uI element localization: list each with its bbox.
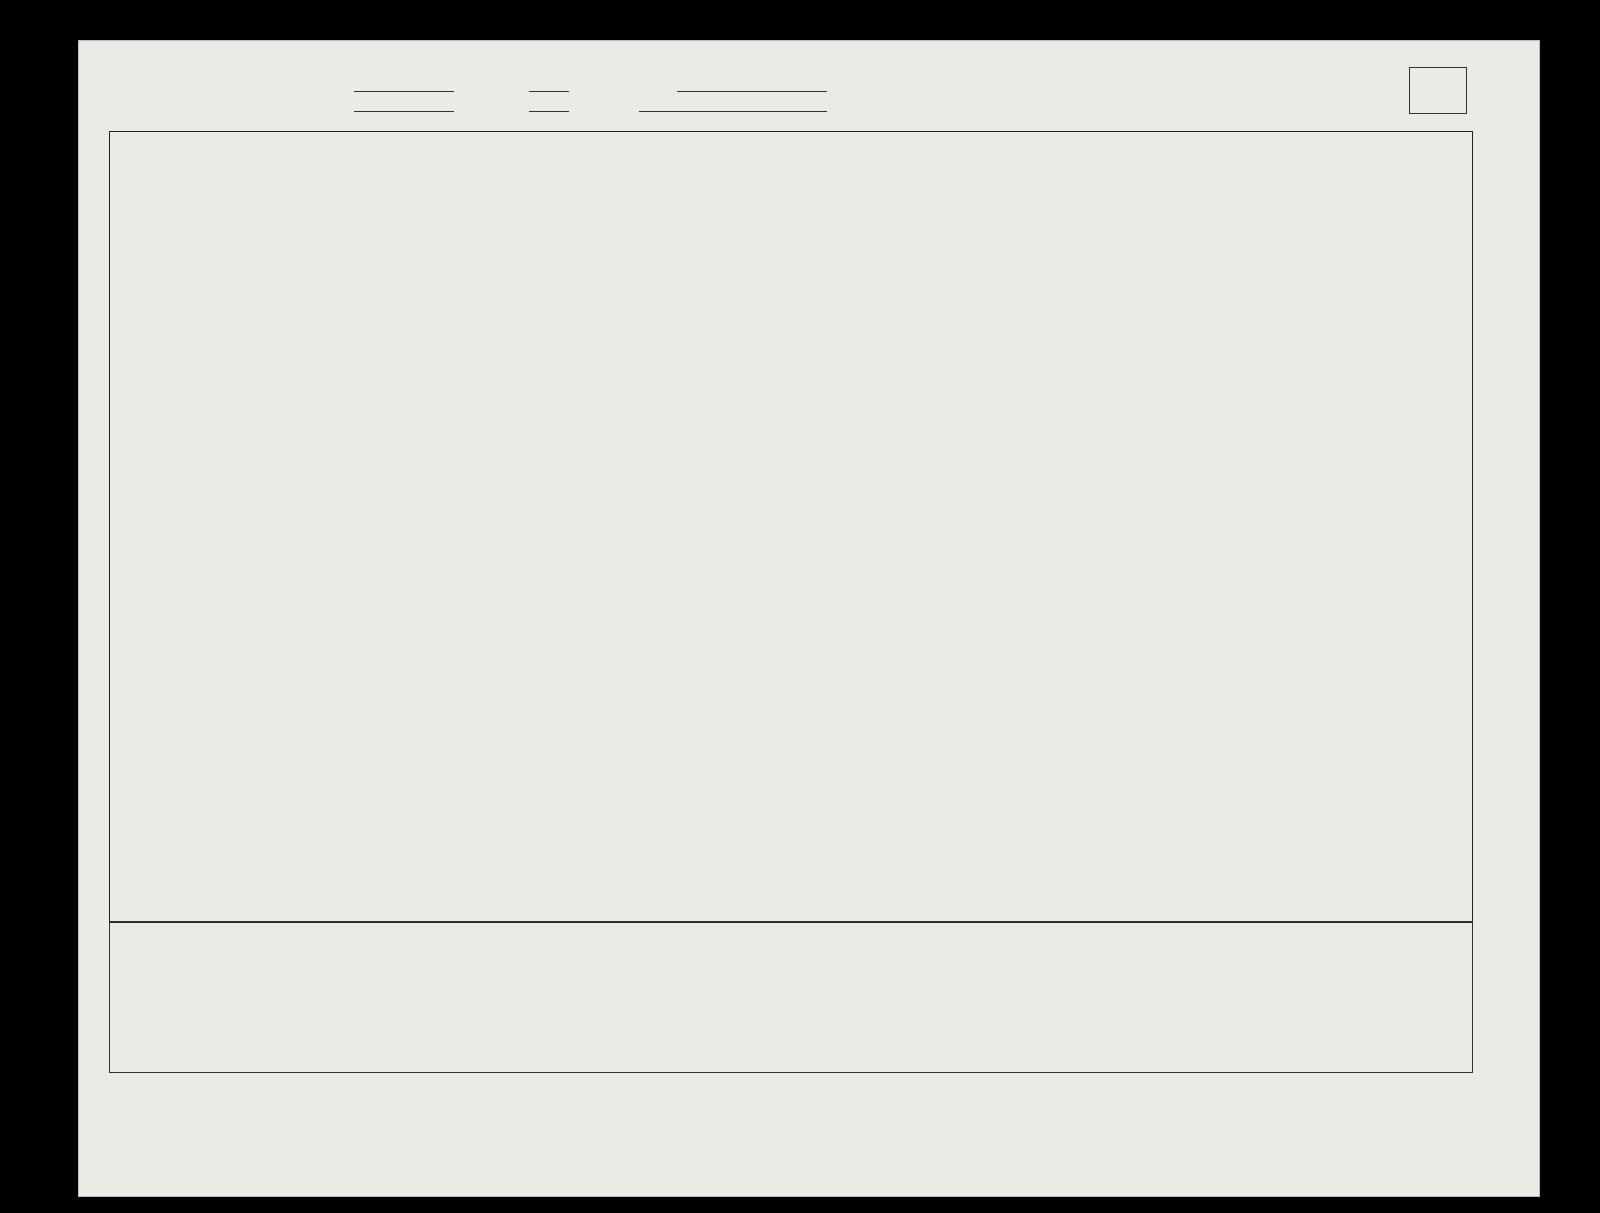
population-table [109,131,1473,923]
supplementary-section [109,921,1473,1073]
census-sheet [78,40,1540,1197]
